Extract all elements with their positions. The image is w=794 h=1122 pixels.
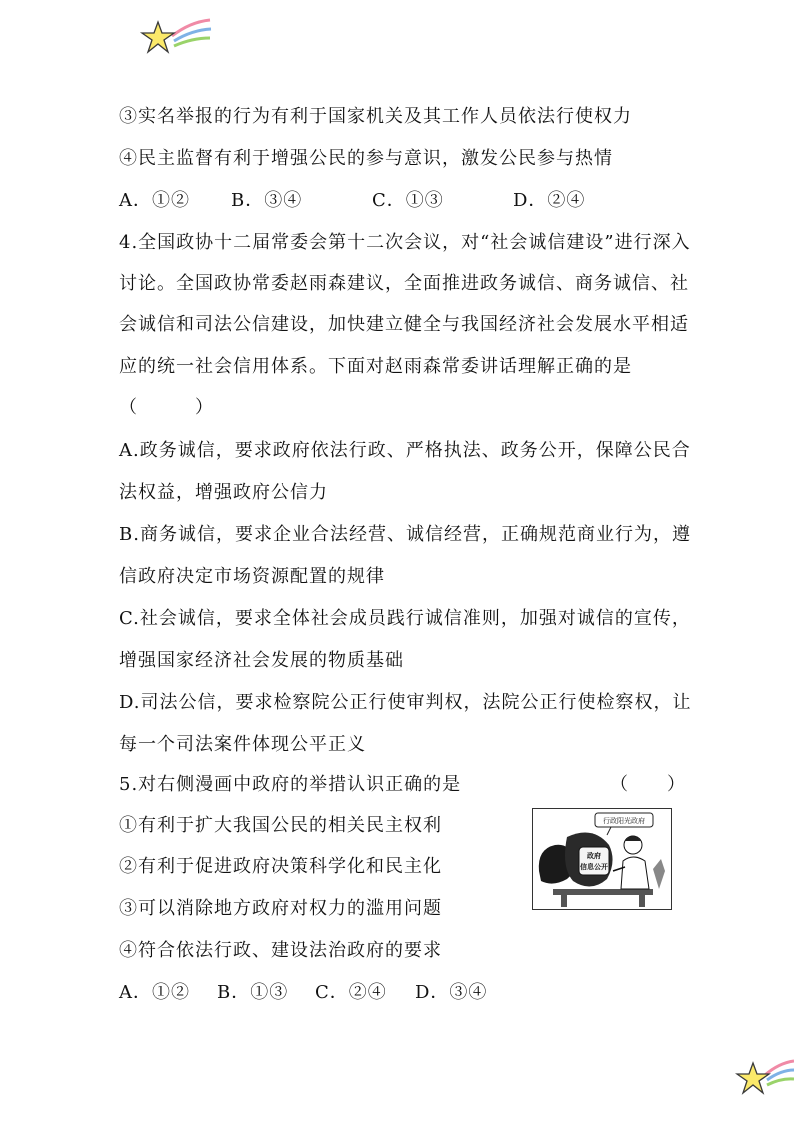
q4-option-b: B.商务诚信，要求企业合法经营、诚信经营，正确规范商业行为，遵 [119, 524, 691, 545]
q4-stem-line: 应的统一社会信用体系。下面对赵雨森常委讲话理解正确的是 [119, 356, 632, 377]
cartoon-bubble-text: 行政阳光政府 [603, 817, 645, 825]
cartoon-drawing [533, 809, 671, 909]
cartoon-illustration [532, 808, 672, 910]
q4-option-c: C.社会诚信，要求全体社会成员践行诚信准则，加强对诚信的宣传， [119, 608, 691, 629]
cartoon-screen-line1: 政府 [587, 852, 601, 860]
q5-option-c: C．②④ [315, 982, 387, 1003]
q4-option-b-cont: 信政府决定市场资源配置的规律 [119, 566, 385, 587]
q4-answer-bracket: （ ） [119, 397, 214, 418]
q4-stem-line: 4.全国政协十二届常委会第十二次会议，对“社会诚信建设”进行深入 [119, 232, 691, 253]
shooting-star-icon [138, 14, 214, 60]
q4-option-a: A.政务诚信，要求政府依法行政、严格执法、政务公开，保障公民合 [119, 440, 691, 461]
q4-stem-line: 会诚信和司法公信建设，加快建立健全与我国经济社会发展水平相适 [119, 314, 689, 335]
q5-options [119, 982, 487, 1004]
q4-stem-line: 讨论。全国政协常委赵雨森建议，全面推进政务诚信、商务诚信、社 [119, 273, 689, 294]
q3-option-c: C．①③ [372, 190, 444, 211]
q3-item-3: ③实名举报的行为有利于国家机关及其工作人员依法行使权力 [119, 106, 632, 127]
q4-option-a-cont: 法权益，增强政府公信力 [119, 482, 328, 503]
q5-option-b: B．①③ [217, 982, 289, 1003]
q3-option-b: B．③④ [231, 190, 303, 211]
q5-item-2: ②有利于促进政府决策科学化和民主化 [119, 856, 442, 877]
q3-option-a: A．①② [119, 190, 190, 211]
q3-item-4: ④民主监督有利于增强公民的参与意识，激发公民参与热情 [119, 148, 613, 169]
q5-stem: 5.对右侧漫画中政府的举措认识正确的是 [119, 774, 462, 795]
q3-options [119, 190, 585, 212]
q5-item-4: ④符合依法行政、建设法治政府的要求 [119, 940, 442, 961]
q5-option-a: A．①② [119, 982, 190, 1003]
q5-item-1: ①有利于扩大我国公民的相关民主权利 [119, 815, 442, 836]
q4-option-c-cont: 增强国家经济社会发展的物质基础 [119, 650, 404, 671]
q4-option-d: D.司法公信，要求检察院公正行使审判权，法院公正行使检察权，让 [119, 692, 692, 713]
shooting-star-icon [735, 1055, 794, 1101]
q4-option-d-cont: 每一个司法案件体现公平正义 [119, 734, 366, 755]
q5-item-3: ③可以消除地方政府对权力的滥用问题 [119, 898, 442, 919]
q5-answer-bracket: （ ） [610, 774, 686, 795]
q5-option-d: D．③④ [415, 982, 488, 1003]
q3-option-d: D．②④ [513, 190, 586, 211]
cartoon-screen-line2: 信息公开 [580, 863, 608, 871]
